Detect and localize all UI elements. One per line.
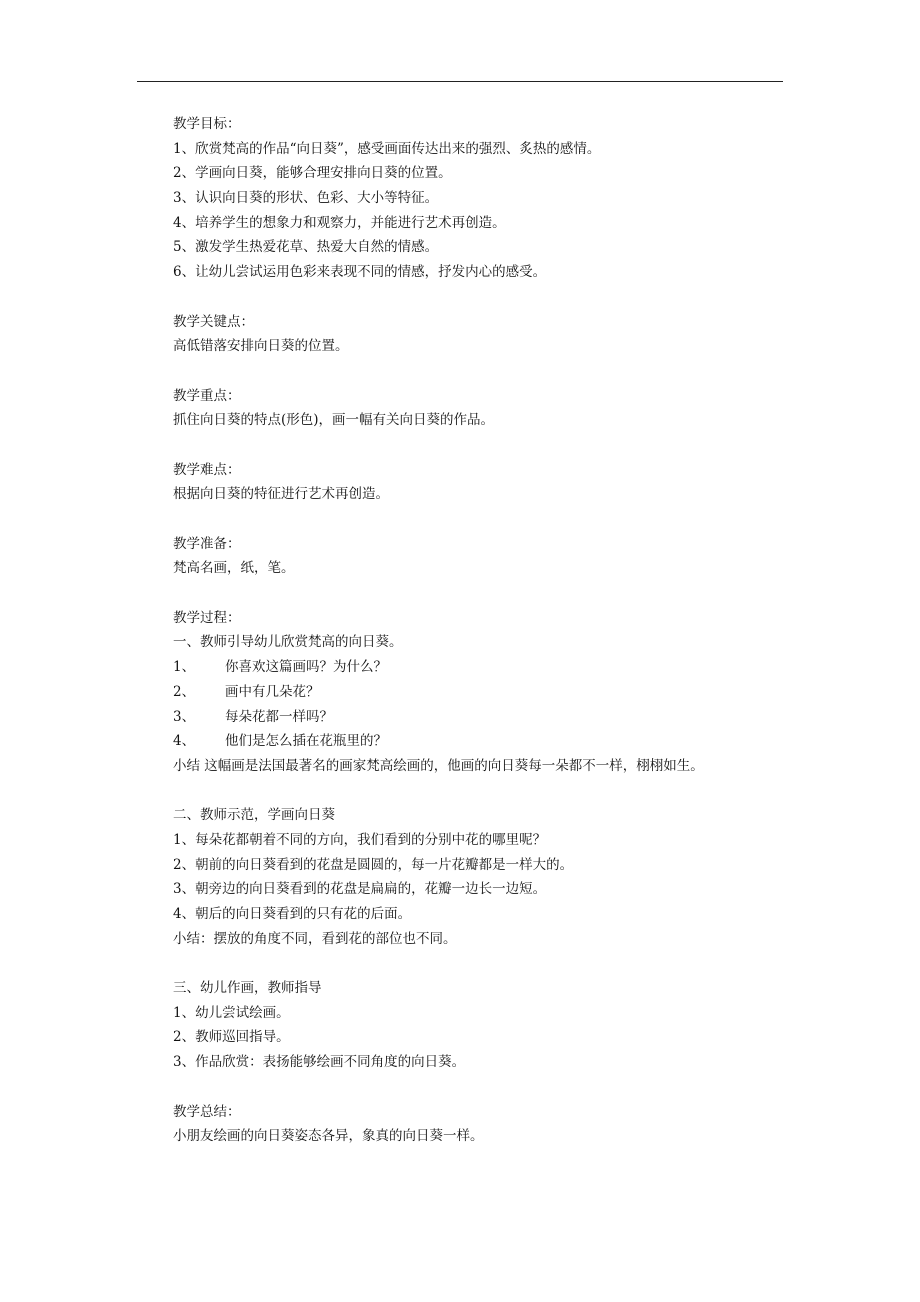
key-point-heading: 教学关键点：	[173, 313, 254, 330]
spacer	[140, 951, 785, 976]
question-text: 画中有几朵花？	[225, 683, 320, 700]
goal-item: 4、培养学生的想象力和观察力，并能进行艺术再创造。	[173, 214, 506, 231]
conclusion-text: 小朋友绘画的向日葵姿态各异，象真的向日葵一样。	[173, 1128, 484, 1145]
question-item	[140, 705, 785, 730]
focus-text: 抓住向日葵的特点(形色)，画一幅有关向日葵的作品。	[173, 412, 495, 429]
conclusion-heading: 教学总结：	[173, 1103, 241, 1120]
question-item	[140, 680, 785, 705]
spacer	[140, 285, 785, 310]
difficulty-heading: 教学难点：	[173, 461, 241, 478]
question-number: 4、	[173, 733, 196, 750]
process-part2-item: 4、朝后的向日葵看到的只有花的后面。	[173, 906, 412, 923]
process-part2-item: 3、朝旁边的向日葵看到的花盘是扁扁的，花瓣一边长一边短。	[173, 881, 547, 898]
key-point-text: 高低错落安排向日葵的位置。	[173, 338, 349, 355]
process-part3-item: 2、教师巡回指导。	[173, 1029, 290, 1046]
spacer	[140, 581, 785, 606]
spacer	[140, 359, 785, 384]
difficulty-text: 根据向日葵的特征进行艺术再创造。	[173, 486, 389, 503]
process-part3-item: 1、幼儿尝试绘画。	[173, 1004, 290, 1021]
goal-item: 1、欣赏梵高的作品“向日葵”，感受画面传达出来的强烈、炙热的感情。	[173, 140, 601, 157]
process-part1-summary: 小结 这幅画是法国最著名的画家梵高绘画的，他画的向日葵每一朵都不一样，栩栩如生。	[173, 757, 704, 774]
process-part1-title: 一、教师引导幼儿欣赏梵高的向日葵。	[173, 634, 403, 651]
goals-heading: 教学目标：	[173, 116, 241, 132]
question-number: 1、	[173, 659, 196, 676]
process-part2-item: 1、每朵花都朝着不同的方向，我们看到的分别中花的哪里呢？	[173, 831, 547, 848]
focus-heading: 教学重点：	[173, 387, 241, 404]
process-heading: 教学过程：	[173, 609, 241, 626]
spacer	[140, 507, 785, 532]
spacer	[140, 779, 785, 804]
preparation-heading: 教学准备：	[173, 535, 241, 552]
process-part3-item: 3、作品欣赏：表扬能够绘画不同角度的向日葵。	[173, 1054, 466, 1071]
question-number: 3、	[173, 708, 196, 725]
goal-item: 5、激发学生热爱花草、热爱大自然的情感。	[173, 239, 439, 256]
process-part2-title: 二、教师示范，学画向日葵	[173, 807, 335, 824]
preparation-text: 梵高名画，纸，笔。	[173, 560, 295, 577]
document-body	[140, 112, 785, 1149]
process-part3-title: 三、幼儿作画，教师指导	[173, 980, 322, 997]
spacer	[140, 1075, 785, 1100]
question-text: 你喜欢这篇画吗？为什么？	[225, 659, 387, 676]
spacer	[140, 433, 785, 458]
goal-item: 6、让幼儿尝试运用色彩来表现不同的情感，抒发内心的感受。	[173, 264, 547, 281]
question-text: 每朵花都一样吗？	[225, 708, 333, 725]
question-number: 2、	[173, 683, 196, 700]
process-part2-summary: 小结：摆放的角度不同，看到花的部位也不同。	[173, 930, 457, 947]
question-item	[140, 655, 785, 680]
question-item	[140, 729, 785, 754]
goal-item: 3、认识向日葵的形状、色彩、大小等特征。	[173, 190, 439, 207]
goal-item: 2、学画向日葵，能够合理安排向日葵的位置。	[173, 165, 452, 182]
header-rule	[137, 81, 783, 82]
process-part2-item: 2、朝前的向日葵看到的花盘是圆圆的，每一片花瓣都是一样大的。	[173, 856, 574, 873]
question-text: 他们是怎么插在花瓶里的？	[225, 733, 387, 750]
